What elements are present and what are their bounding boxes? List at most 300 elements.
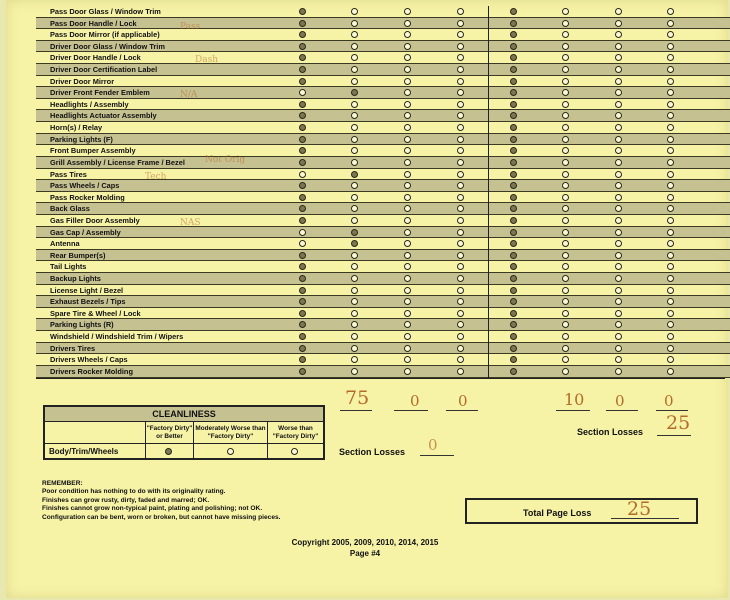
- rating-option[interactable]: [351, 287, 358, 294]
- rating-option[interactable]: [404, 8, 411, 15]
- rating-option[interactable]: [457, 112, 464, 119]
- rating-option[interactable]: [299, 356, 306, 363]
- rating-option[interactable]: [667, 54, 674, 61]
- rating-option[interactable]: [457, 298, 464, 305]
- rating-option[interactable]: [510, 159, 517, 166]
- rating-option[interactable]: [404, 147, 411, 154]
- rating-option[interactable]: [562, 356, 569, 363]
- rating-option[interactable]: [404, 101, 411, 108]
- rating-option[interactable]: [404, 333, 411, 340]
- rating-option[interactable]: [615, 333, 622, 340]
- rating-option[interactable]: [615, 101, 622, 108]
- rating-option[interactable]: [615, 124, 622, 131]
- rating-option[interactable]: [404, 43, 411, 50]
- rating-option[interactable]: [667, 287, 674, 294]
- rating-option[interactable]: [351, 159, 358, 166]
- rating-option[interactable]: [562, 310, 569, 317]
- rating-option[interactable]: [457, 263, 464, 270]
- rating-option[interactable]: [510, 229, 517, 236]
- rating-option[interactable]: [615, 217, 622, 224]
- table-row: [36, 64, 730, 76]
- rating-option[interactable]: [615, 275, 622, 282]
- rating-option[interactable]: [457, 217, 464, 224]
- rating-option[interactable]: [457, 275, 464, 282]
- rating-option[interactable]: [404, 66, 411, 73]
- left-score-3: 0: [458, 392, 468, 410]
- rating-option[interactable]: [667, 356, 674, 363]
- rating-option[interactable]: [457, 8, 464, 15]
- rating-option[interactable]: [615, 321, 622, 328]
- rating-option[interactable]: [615, 194, 622, 201]
- rating-option[interactable]: [457, 368, 464, 375]
- rating-option[interactable]: [351, 8, 358, 15]
- rating-option[interactable]: [615, 263, 622, 270]
- rating-option[interactable]: [667, 147, 674, 154]
- rating-option[interactable]: [615, 159, 622, 166]
- rating-option[interactable]: [404, 194, 411, 201]
- rating-option[interactable]: [667, 171, 674, 178]
- rating-option[interactable]: [299, 240, 306, 247]
- rating-option[interactable]: [351, 124, 358, 131]
- rating-option[interactable]: [615, 171, 622, 178]
- rating-option[interactable]: [510, 240, 517, 247]
- rating-option[interactable]: [299, 20, 306, 27]
- rating-option[interactable]: [510, 217, 517, 224]
- rating-option[interactable]: [404, 182, 411, 189]
- rating-option[interactable]: [667, 298, 674, 305]
- rating-option[interactable]: [667, 89, 674, 96]
- rating-option[interactable]: [562, 112, 569, 119]
- rating-option[interactable]: [615, 8, 622, 15]
- rating-option[interactable]: [667, 333, 674, 340]
- rating-option[interactable]: [299, 124, 306, 131]
- rating-option[interactable]: [351, 101, 358, 108]
- rating-option[interactable]: [562, 263, 569, 270]
- rating-option[interactable]: [615, 287, 622, 294]
- table-row: [36, 134, 730, 146]
- table-row: [36, 6, 730, 18]
- rating-option[interactable]: [510, 182, 517, 189]
- rating-option[interactable]: [299, 43, 306, 50]
- remember-line-2: Finishes can grow rusty, dirty, faded and marred; OK.: [42, 496, 210, 504]
- rating-option[interactable]: [457, 229, 464, 236]
- rating-option[interactable]: [667, 43, 674, 50]
- rating-option[interactable]: [351, 31, 358, 38]
- rating-option[interactable]: [351, 333, 358, 340]
- rating-option[interactable]: [562, 345, 569, 352]
- rating-option[interactable]: [457, 147, 464, 154]
- row-label: Horn(s) / Relay: [50, 123, 103, 133]
- rating-option[interactable]: [299, 205, 306, 212]
- rating-option[interactable]: [562, 171, 569, 178]
- rating-option[interactable]: [457, 321, 464, 328]
- table-row: [36, 261, 730, 273]
- rating-option[interactable]: [562, 240, 569, 247]
- rating-option[interactable]: [404, 368, 411, 375]
- rating-option[interactable]: [351, 78, 358, 85]
- rating-option[interactable]: [667, 20, 674, 27]
- table-row: [36, 319, 730, 331]
- rating-option[interactable]: [404, 20, 411, 27]
- rating-option[interactable]: [510, 171, 517, 178]
- rating-option[interactable]: [667, 345, 674, 352]
- rating-option[interactable]: [404, 54, 411, 61]
- rating-option[interactable]: [510, 263, 517, 270]
- rating-option[interactable]: [510, 368, 517, 375]
- cleanliness-corner: [45, 422, 145, 443]
- rating-option[interactable]: [404, 287, 411, 294]
- rating-option[interactable]: [667, 182, 674, 189]
- rating-option[interactable]: [562, 217, 569, 224]
- rating-option[interactable]: [510, 101, 517, 108]
- row-label: Front Bumper Assembly: [50, 146, 136, 156]
- rating-option[interactable]: [299, 321, 306, 328]
- rating-option[interactable]: [615, 368, 622, 375]
- rating-option[interactable]: [299, 54, 306, 61]
- rating-option[interactable]: [615, 345, 622, 352]
- row-label: Driver Front Fender Emblem: [50, 88, 150, 98]
- rating-option[interactable]: [457, 194, 464, 201]
- rating-option[interactable]: [510, 205, 517, 212]
- rating-option[interactable]: [351, 310, 358, 317]
- table-row: [36, 157, 730, 169]
- rating-option[interactable]: [351, 66, 358, 73]
- rating-option[interactable]: [615, 252, 622, 259]
- rating-option[interactable]: [667, 205, 674, 212]
- rating-option[interactable]: [562, 31, 569, 38]
- table-row: [36, 203, 730, 215]
- total-page-loss-label: Total Page Loss: [523, 508, 592, 518]
- rating-option[interactable]: [299, 217, 306, 224]
- rating-option[interactable]: [351, 182, 358, 189]
- rating-option[interactable]: [351, 205, 358, 212]
- rating-option[interactable]: [562, 275, 569, 282]
- cleanliness-col-moderate: Moderately Worse than "Factory Dirty": [193, 422, 267, 443]
- rating-option[interactable]: [615, 205, 622, 212]
- rating-option[interactable]: [299, 182, 306, 189]
- rating-option[interactable]: [510, 112, 517, 119]
- cleanliness-col-worse: Worse than "Factory Dirty": [267, 422, 323, 443]
- rating-option[interactable]: [404, 136, 411, 143]
- rating-option[interactable]: [299, 263, 306, 270]
- rating-option[interactable]: [615, 240, 622, 247]
- rating-option[interactable]: [404, 124, 411, 131]
- row-label: Driver Door Mirror: [50, 76, 115, 86]
- rating-option[interactable]: [562, 136, 569, 143]
- rating-option[interactable]: [404, 310, 411, 317]
- rating-option[interactable]: [457, 171, 464, 178]
- rating-option[interactable]: [299, 66, 306, 73]
- rating-option[interactable]: [457, 252, 464, 259]
- rating-option[interactable]: [404, 240, 411, 247]
- rating-option[interactable]: [667, 275, 674, 282]
- rating-option[interactable]: [299, 310, 306, 317]
- rating-option[interactable]: [351, 263, 358, 270]
- rating-option[interactable]: [615, 78, 622, 85]
- rating-option[interactable]: [404, 356, 411, 363]
- rating-option[interactable]: [351, 89, 358, 96]
- rating-option[interactable]: [457, 333, 464, 340]
- rating-option[interactable]: [510, 136, 517, 143]
- right-score-1: 10: [564, 390, 585, 409]
- rating-option[interactable]: [351, 321, 358, 328]
- rating-option[interactable]: [404, 217, 411, 224]
- total-page-loss-value: 25: [627, 498, 652, 520]
- rating-option[interactable]: [510, 20, 517, 27]
- rating-option[interactable]: [562, 159, 569, 166]
- rating-option[interactable]: [457, 66, 464, 73]
- rating-option[interactable]: [351, 20, 358, 27]
- rating-option[interactable]: [457, 287, 464, 294]
- rating-option[interactable]: [615, 147, 622, 154]
- rating-option[interactable]: [299, 78, 306, 85]
- rating-option[interactable]: [667, 78, 674, 85]
- rating-option[interactable]: [562, 43, 569, 50]
- rating-option[interactable]: [404, 159, 411, 166]
- rating-option[interactable]: [562, 368, 569, 375]
- rating-option[interactable]: [615, 229, 622, 236]
- rating-option[interactable]: [562, 205, 569, 212]
- rating-option[interactable]: [404, 321, 411, 328]
- row-label: Rear Bumper(s): [50, 250, 106, 260]
- row-label: Pass Tires: [50, 169, 87, 179]
- rating-option[interactable]: [562, 252, 569, 259]
- rating-option[interactable]: [667, 66, 674, 73]
- rating-option[interactable]: [667, 217, 674, 224]
- rating-option[interactable]: [457, 240, 464, 247]
- rating-option[interactable]: [351, 298, 358, 305]
- rating-option[interactable]: [457, 310, 464, 317]
- rating-option[interactable]: [457, 54, 464, 61]
- rating-option[interactable]: [404, 252, 411, 259]
- rating-option[interactable]: [510, 124, 517, 131]
- rating-option[interactable]: [562, 54, 569, 61]
- rating-option[interactable]: [667, 101, 674, 108]
- rating-option[interactable]: [667, 240, 674, 247]
- row-label: Parking Lights (R): [50, 320, 114, 330]
- rating-option[interactable]: [299, 345, 306, 352]
- rating-option[interactable]: [510, 321, 517, 328]
- note-pass: Pass: [180, 22, 201, 32]
- rating-option[interactable]: [457, 205, 464, 212]
- rating-option[interactable]: [615, 182, 622, 189]
- table-row: [36, 41, 730, 53]
- rating-option[interactable]: [299, 368, 306, 375]
- rating-option[interactable]: [510, 8, 517, 15]
- rating-option[interactable]: [351, 345, 358, 352]
- rating-option[interactable]: [615, 298, 622, 305]
- rating-option[interactable]: [404, 112, 411, 119]
- rating-option[interactable]: [615, 43, 622, 50]
- rating-option[interactable]: [667, 8, 674, 15]
- rating-option[interactable]: [562, 66, 569, 73]
- note-dash: Dash: [195, 55, 218, 65]
- rating-option[interactable]: [457, 89, 464, 96]
- rating-option[interactable]: [299, 8, 306, 15]
- cleanliness-columns: [45, 422, 323, 444]
- rating-option[interactable]: [299, 275, 306, 282]
- rating-option[interactable]: [351, 275, 358, 282]
- rating-option[interactable]: [615, 20, 622, 27]
- rating-option[interactable]: [299, 112, 306, 119]
- table-row: [36, 354, 730, 366]
- rating-option[interactable]: [299, 159, 306, 166]
- rating-option[interactable]: [615, 66, 622, 73]
- rating-option[interactable]: [615, 31, 622, 38]
- rating-option[interactable]: [457, 101, 464, 108]
- rating-option[interactable]: [510, 78, 517, 85]
- rating-option[interactable]: [615, 89, 622, 96]
- rating-option[interactable]: [351, 240, 358, 247]
- rating-option[interactable]: [510, 147, 517, 154]
- left-score-2-line: [394, 410, 428, 411]
- rating-option[interactable]: [510, 333, 517, 340]
- rating-option[interactable]: [562, 182, 569, 189]
- rating-option[interactable]: [404, 31, 411, 38]
- rating-option[interactable]: [562, 78, 569, 85]
- rating-option[interactable]: [510, 298, 517, 305]
- rating-option[interactable]: [510, 252, 517, 259]
- rating-option[interactable]: [299, 252, 306, 259]
- rating-option[interactable]: [404, 78, 411, 85]
- rating-option[interactable]: [562, 8, 569, 15]
- rating-option[interactable]: [457, 159, 464, 166]
- rating-option[interactable]: [562, 194, 569, 201]
- rating-option[interactable]: [351, 136, 358, 143]
- rating-option[interactable]: [510, 31, 517, 38]
- rating-option[interactable]: [667, 252, 674, 259]
- remember-line-4: Configuration can be bent, worn or broken, but cannot have missing pieces.: [42, 513, 281, 521]
- rating-option[interactable]: [562, 147, 569, 154]
- rating-option[interactable]: [404, 345, 411, 352]
- note-not-orig: Not Orig: [205, 155, 246, 165]
- rating-option[interactable]: [299, 147, 306, 154]
- cleanliness-option-worse[interactable]: [291, 448, 298, 455]
- rating-option[interactable]: [299, 101, 306, 108]
- rating-option[interactable]: [510, 43, 517, 50]
- rating-option[interactable]: [351, 217, 358, 224]
- rating-option[interactable]: [404, 263, 411, 270]
- rating-option[interactable]: [667, 368, 674, 375]
- rating-option[interactable]: [667, 229, 674, 236]
- rating-option[interactable]: [667, 321, 674, 328]
- rating-option[interactable]: [510, 345, 517, 352]
- rating-option[interactable]: [299, 287, 306, 294]
- rating-option[interactable]: [351, 229, 358, 236]
- rating-option[interactable]: [510, 287, 517, 294]
- rating-option[interactable]: [562, 298, 569, 305]
- rating-option[interactable]: [615, 136, 622, 143]
- rating-option[interactable]: [457, 356, 464, 363]
- rating-option[interactable]: [667, 194, 674, 201]
- rating-option[interactable]: [667, 310, 674, 317]
- rating-option[interactable]: [510, 54, 517, 61]
- rating-option[interactable]: [457, 182, 464, 189]
- rating-option[interactable]: [299, 298, 306, 305]
- cleanliness-option-moderate[interactable]: [227, 448, 234, 455]
- rating-option[interactable]: [351, 368, 358, 375]
- rating-option[interactable]: [351, 171, 358, 178]
- cleanliness-title: CLEANLINESS: [45, 407, 323, 422]
- row-label: Exhaust Bezels / Tips: [50, 297, 126, 307]
- table-row: [36, 308, 730, 320]
- rating-option[interactable]: [457, 78, 464, 85]
- table-row: [36, 331, 730, 343]
- rating-option[interactable]: [404, 205, 411, 212]
- rating-option[interactable]: [562, 287, 569, 294]
- rating-option[interactable]: [404, 89, 411, 96]
- rating-option[interactable]: [615, 310, 622, 317]
- rating-option[interactable]: [351, 356, 358, 363]
- rating-option[interactable]: [351, 194, 358, 201]
- rating-option[interactable]: [562, 229, 569, 236]
- rating-option[interactable]: [351, 147, 358, 154]
- row-label: Driver Door Glass / Window Trim: [50, 41, 165, 51]
- rating-option[interactable]: [615, 356, 622, 363]
- rating-option[interactable]: [562, 124, 569, 131]
- rating-option[interactable]: [351, 43, 358, 50]
- rating-option[interactable]: [299, 136, 306, 143]
- rating-option[interactable]: [510, 194, 517, 201]
- rating-option[interactable]: [457, 31, 464, 38]
- rating-option[interactable]: [351, 54, 358, 61]
- rating-option[interactable]: [510, 66, 517, 73]
- rating-option[interactable]: [351, 252, 358, 259]
- rating-option[interactable]: [562, 101, 569, 108]
- rating-option[interactable]: [404, 229, 411, 236]
- rating-option[interactable]: [562, 89, 569, 96]
- cleanliness-option-factory[interactable]: [165, 448, 172, 455]
- rating-option[interactable]: [404, 298, 411, 305]
- rating-option[interactable]: [667, 136, 674, 143]
- rating-option[interactable]: [615, 112, 622, 119]
- table-row: [36, 145, 730, 157]
- rating-option[interactable]: [667, 159, 674, 166]
- rating-option[interactable]: [562, 20, 569, 27]
- rating-option[interactable]: [299, 194, 306, 201]
- rating-option[interactable]: [404, 275, 411, 282]
- table-row: [36, 238, 730, 250]
- rating-option[interactable]: [510, 356, 517, 363]
- rating-option[interactable]: [510, 89, 517, 96]
- left-score-2: 0: [410, 392, 420, 410]
- rating-option[interactable]: [457, 43, 464, 50]
- rating-option[interactable]: [562, 321, 569, 328]
- rating-option[interactable]: [299, 31, 306, 38]
- rating-option[interactable]: [615, 54, 622, 61]
- table-row: [36, 250, 730, 262]
- rating-option[interactable]: [667, 31, 674, 38]
- rating-option[interactable]: [457, 136, 464, 143]
- rating-option[interactable]: [562, 333, 569, 340]
- rating-option[interactable]: [299, 229, 306, 236]
- rating-option[interactable]: [299, 171, 306, 178]
- rating-option[interactable]: [510, 310, 517, 317]
- rating-option[interactable]: [510, 275, 517, 282]
- rating-option[interactable]: [667, 263, 674, 270]
- rating-option[interactable]: [457, 345, 464, 352]
- rating-option[interactable]: [351, 112, 358, 119]
- table-row: [36, 285, 730, 297]
- remember-block: [42, 480, 281, 522]
- rating-option[interactable]: [457, 20, 464, 27]
- rating-option[interactable]: [404, 171, 411, 178]
- rating-option[interactable]: [457, 124, 464, 131]
- rating-option[interactable]: [299, 333, 306, 340]
- rating-option[interactable]: [667, 124, 674, 131]
- rating-option[interactable]: [299, 89, 306, 96]
- rating-option[interactable]: [667, 112, 674, 119]
